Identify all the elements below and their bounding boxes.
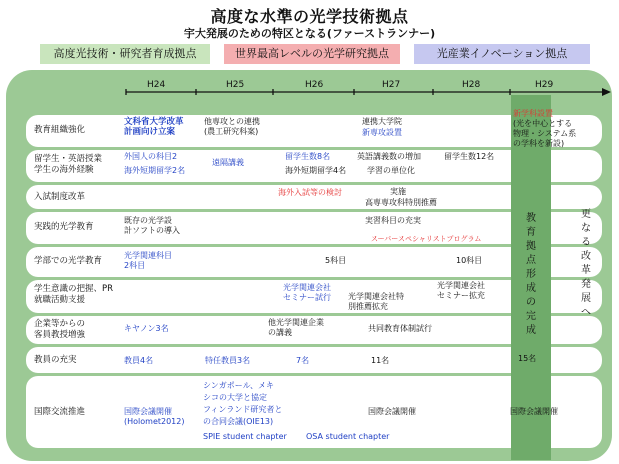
item-partner-grad: 連携大学院 xyxy=(362,117,402,126)
item-implementation: 実施 xyxy=(390,187,406,196)
item-overseas-exam: 海外入試等の検討 xyxy=(278,188,342,197)
category-industry: 光産業イノベーション拠点 xyxy=(414,44,590,64)
completion-label: 教育拠点形成の完成 xyxy=(526,213,536,336)
item-english-lectures: 英語講義数の増加 xyxy=(357,152,421,161)
item-kosen-recommendation: 高専専攻科特別推薦 xyxy=(365,198,437,207)
year-h28: H28 xyxy=(462,80,481,90)
item-intl-agreements: シンガポール、メキ シコの大学と協定 フィンランド研究者と の合同会議(OIE13) xyxy=(203,381,283,426)
item-other-company-lectures: 他光学関連企業 の講義 xyxy=(268,318,324,337)
row-label-organization: 教育組織強化 xyxy=(34,125,86,135)
item-company-seminar-trial: 光学関連会社 セミナー試行 xyxy=(283,283,331,302)
item-credit-system: 学習の単位化 xyxy=(367,166,415,175)
item-faculty-11: 11名 xyxy=(371,356,390,365)
item-short-abroad-2: 海外短期留学2名 xyxy=(124,166,186,175)
item-intl-conf-h27: 国際会議開催 xyxy=(368,407,416,416)
item-faculty-15: 15名 xyxy=(518,354,537,363)
row-label-visiting: 企業等からの 客員教授増強 xyxy=(34,319,86,340)
item-company-seminar-expand: 光学関連会社 セミナー拡充 xyxy=(437,281,485,300)
item-practicum: 実習科目の充実 xyxy=(365,216,421,225)
item-reform-plan: 文科省大学改革 計画向け立案 xyxy=(124,117,184,137)
item-10-courses: 10科目 xyxy=(456,256,483,265)
item-faculty-4: 教員4名 xyxy=(124,356,154,365)
item-optics-courses: 光学関連科目 2科目 xyxy=(124,251,172,270)
item-holomet2012: 国際会議開催 (Holomet2012) xyxy=(124,407,185,426)
item-remote-lecture: 遠隔講義 xyxy=(212,158,244,167)
item-intl-conf-h29: 国際会議開催 xyxy=(510,407,558,416)
category-research: 世界最高レベルの光学研究拠点 xyxy=(224,44,400,64)
year-h26: H26 xyxy=(305,80,324,90)
item-special-faculty-3: 特任教員3名 xyxy=(205,356,251,365)
row-label-practical: 実践的光学教育 xyxy=(34,222,94,232)
year-h29: H29 xyxy=(535,80,554,90)
item-faculty-7: 7名 xyxy=(296,356,310,365)
item-new-dept: 新学科設置 xyxy=(513,109,553,118)
category-human-resources: 高度光技術・研究者育成拠点 xyxy=(40,44,210,64)
item-company-recommendation: 光学関連会社特 別推薦拡充 xyxy=(348,292,404,311)
row-label-international-students: 留学生・英語授業 学生の海外経験 xyxy=(34,154,103,175)
page-subtitle: 宇大発展のための特区となる(ファーストランナー) xyxy=(183,27,436,40)
row-label-undergrad: 学部での光学教育 xyxy=(34,256,103,266)
year-h27: H27 xyxy=(382,80,401,90)
item-new-dept-note: (光を中心とする 物理・システム系 の学科を新設) xyxy=(513,119,577,148)
item-intl-students-8: 留学生数8名 xyxy=(285,152,331,161)
page-title: 高度な水準の光学技術拠点 xyxy=(210,7,409,26)
year-h24: H24 xyxy=(147,80,166,90)
item-spie-chapter: SPIE student chapter xyxy=(203,432,287,441)
item-osa-chapter: OSA student chapter xyxy=(306,432,390,441)
item-canon-3: キヤノン3名 xyxy=(124,324,169,333)
item-short-abroad-4: 海外短期留学4名 xyxy=(285,166,347,175)
row-label-international-exchange: 国際交流推進 xyxy=(34,407,86,417)
next-reform-label: 更なる改革発展へ xyxy=(581,209,591,318)
row-label-career: 学生意識の把握、PR 就職活動支援 xyxy=(34,284,114,305)
item-5-courses: 5科目 xyxy=(325,256,347,265)
item-foreign-courses: 外国人の科目2 xyxy=(124,152,178,161)
item-design-software: 既存の光学設 計ソフトの導入 xyxy=(124,216,180,235)
item-super-specialist: スーパースペシャリストプログラム xyxy=(371,235,482,243)
item-dept-collab: 他専攻との連携 (農工研究科案) xyxy=(204,117,260,136)
item-new-major: 新専攻設置 xyxy=(362,128,402,137)
row-label-admission: 入試制度改革 xyxy=(34,192,86,202)
item-joint-education: 共同教育体制試行 xyxy=(368,324,432,333)
item-intl-students-12: 留学生数12名 xyxy=(444,152,495,161)
row-label-faculty: 教員の充実 xyxy=(34,355,77,365)
year-h25: H25 xyxy=(226,80,245,90)
